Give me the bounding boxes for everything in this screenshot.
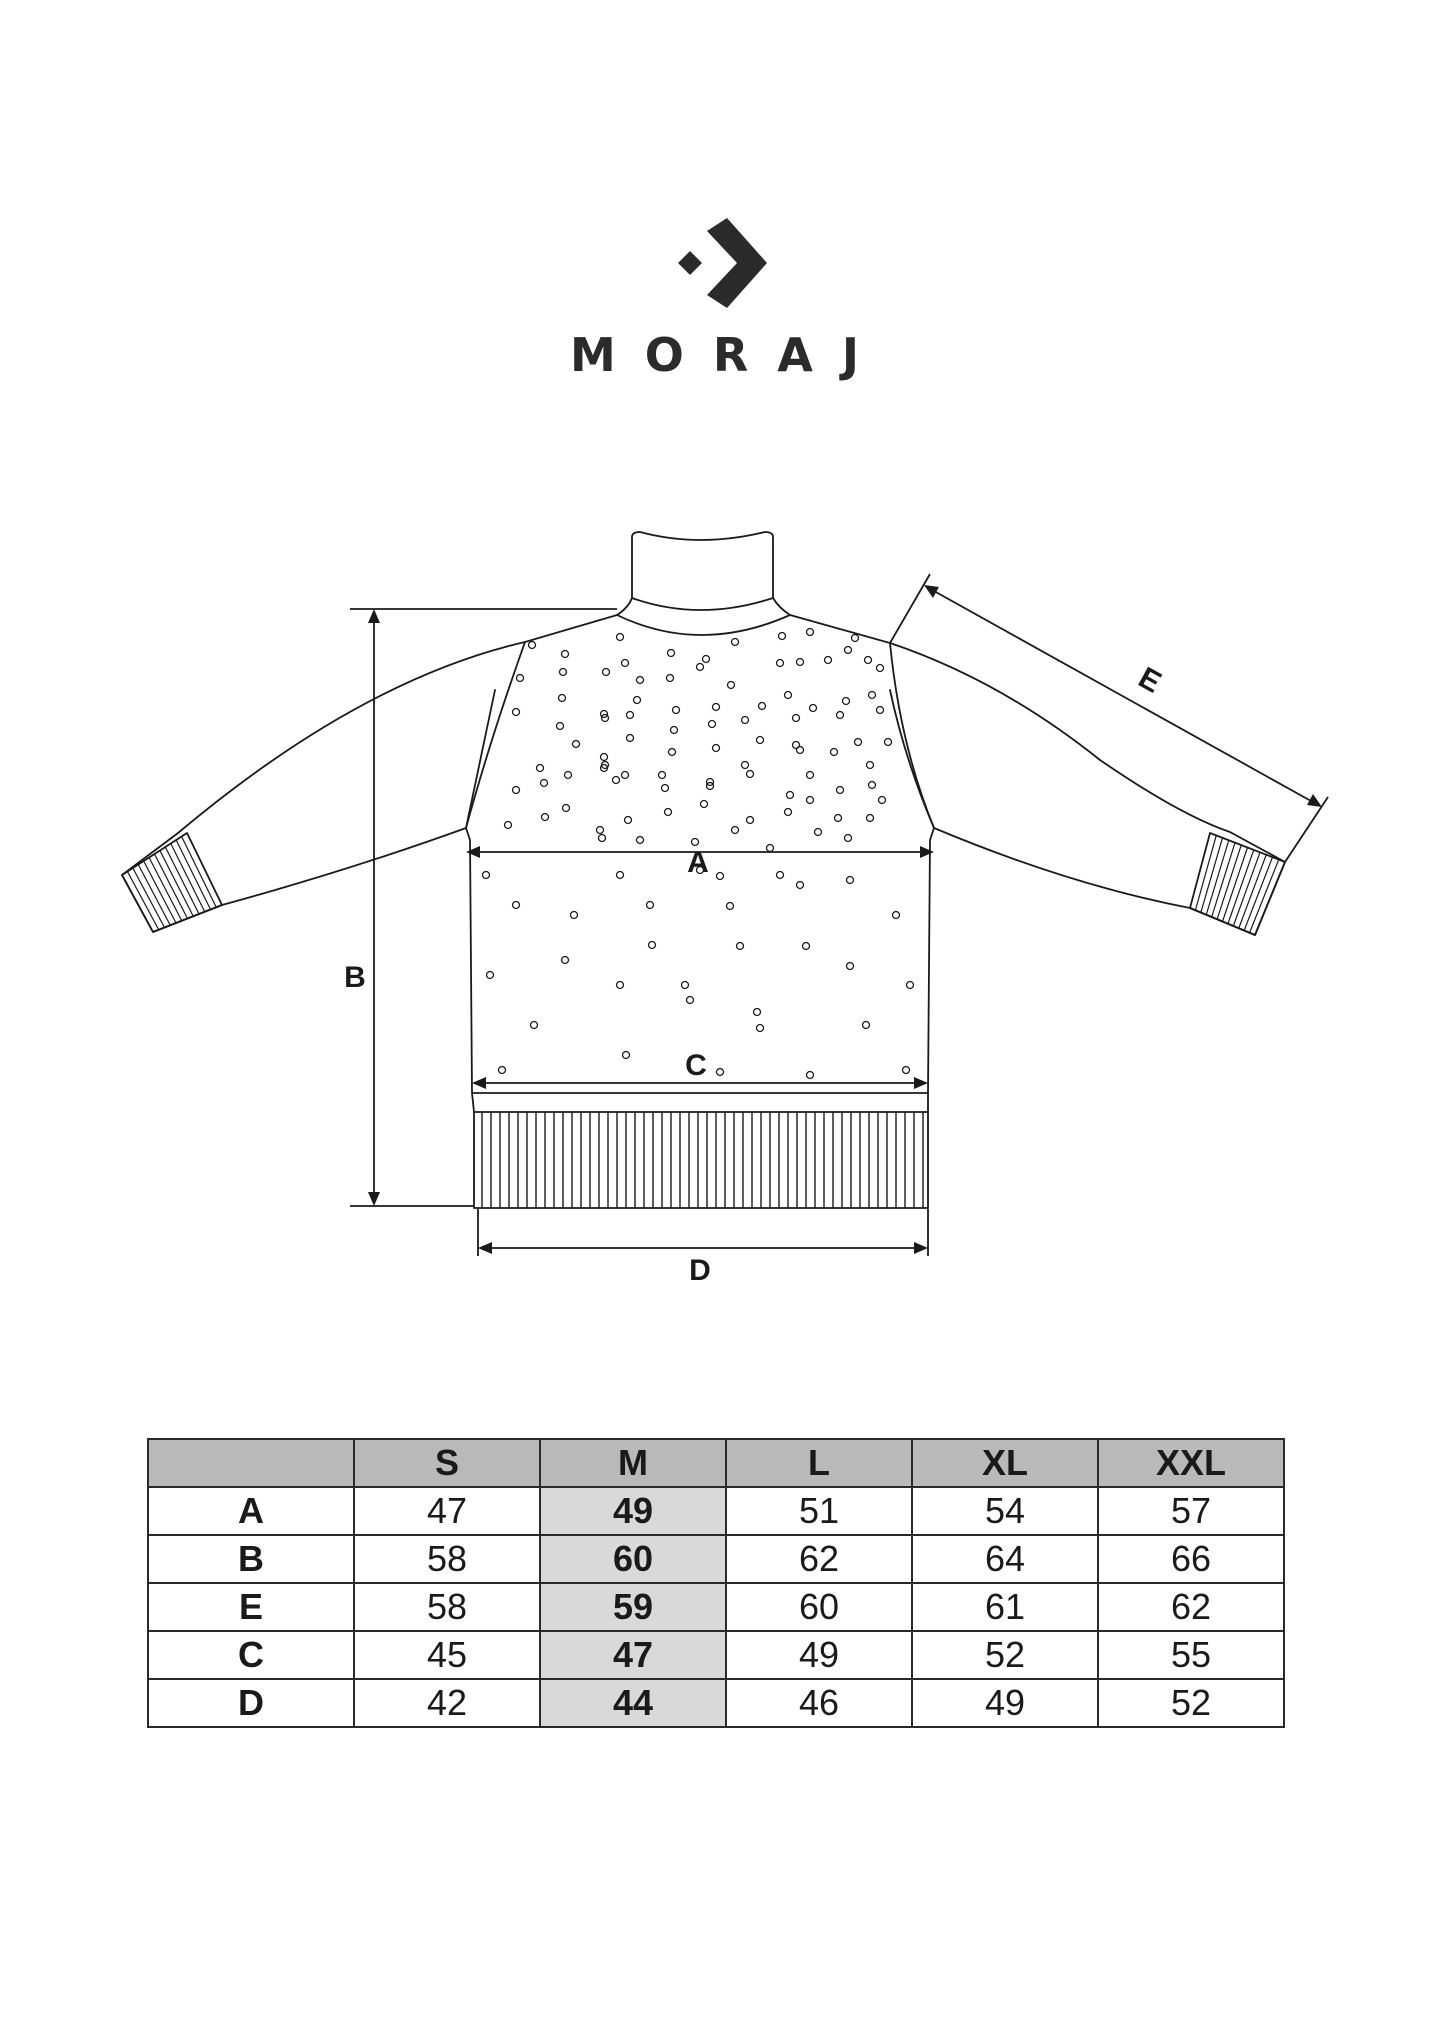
pattern-dot: [709, 721, 716, 728]
pattern-dot: [807, 1072, 814, 1079]
pattern-dot: [893, 912, 900, 919]
table-cell: 66: [1098, 1535, 1284, 1583]
cuff-rib-line: [176, 840, 210, 910]
table-cell: 64: [912, 1535, 1098, 1583]
table-row: [148, 1631, 1284, 1679]
pattern-dot: [597, 827, 604, 834]
pattern-dot: [542, 814, 549, 821]
pattern-dot: [785, 692, 792, 699]
pattern-dot: [867, 815, 874, 822]
pattern-dot: [867, 762, 874, 769]
cuff-rib-line: [1244, 857, 1272, 930]
table-cell: 62: [726, 1535, 912, 1583]
pattern-dot: [487, 972, 494, 979]
table-cell: 58: [354, 1535, 540, 1583]
pattern-dot: [777, 660, 784, 667]
pattern-dot: [785, 809, 792, 816]
pattern-dot: [831, 749, 838, 756]
pattern-dot: [847, 963, 854, 970]
pattern-dot: [807, 797, 814, 804]
pattern-dot: [668, 650, 675, 657]
pattern-dot: [682, 982, 689, 989]
table-cell: 62: [1098, 1583, 1284, 1631]
pattern-dot: [627, 712, 634, 719]
pattern-dot: [767, 845, 774, 852]
pattern-dot: [623, 1052, 630, 1059]
table-cell: 60: [726, 1583, 912, 1631]
pattern-dot: [835, 815, 842, 822]
left-cuff: [122, 833, 222, 932]
pattern-dot: [562, 957, 569, 964]
cuff-rib-line: [144, 861, 176, 923]
pattern-dot: [742, 762, 749, 769]
row-label: E: [148, 1583, 354, 1631]
pattern-dot: [541, 780, 548, 787]
pattern-dot: [837, 787, 844, 794]
pattern-dot: [499, 1067, 506, 1074]
pattern-dot: [757, 1025, 764, 1032]
label-a: A: [687, 846, 709, 879]
cuff-rib-line: [1228, 850, 1254, 924]
cuff-rib-line: [155, 854, 188, 919]
pattern-dot: [559, 695, 566, 702]
cuff-rib-line: [1233, 852, 1260, 926]
pattern-dot: [845, 647, 852, 654]
chest-seam: [466, 690, 495, 828]
table-row: [148, 1535, 1284, 1583]
pattern-dot: [737, 943, 744, 950]
pattern-dot: [505, 822, 512, 829]
pattern-dot: [665, 809, 672, 816]
pattern-dot: [863, 1022, 870, 1029]
pattern-dot: [649, 942, 656, 949]
pattern-dot: [779, 633, 786, 640]
pattern-dot: [793, 715, 800, 722]
pattern-dot: [877, 665, 884, 672]
pattern-dot: [807, 772, 814, 779]
header-size-l: L: [726, 1439, 912, 1487]
pattern-dot: [903, 1067, 910, 1074]
table-cell: 46: [726, 1679, 912, 1727]
pattern-dot: [807, 629, 814, 636]
pattern-dot: [562, 651, 569, 658]
pattern-dot: [634, 697, 641, 704]
row-label: A: [148, 1487, 354, 1535]
row-label: B: [148, 1535, 354, 1583]
table-cell: 45: [354, 1631, 540, 1679]
header-size-xxl: XXL: [1098, 1439, 1284, 1487]
table-cell: 57: [1098, 1487, 1284, 1535]
table-cell: 54: [912, 1487, 1098, 1535]
pattern-dot: [513, 709, 520, 716]
cuff-rib-line: [1206, 840, 1229, 915]
pattern-dot: [673, 707, 680, 714]
table-cell: 52: [912, 1631, 1098, 1679]
table-row: [148, 1487, 1284, 1535]
pattern-dot: [837, 712, 844, 719]
collar-seam: [632, 598, 773, 610]
table-cell: 47: [354, 1487, 540, 1535]
cuff-rib-line: [165, 847, 199, 914]
pattern-dot: [759, 703, 766, 710]
label-e: E: [1133, 661, 1167, 700]
pattern-dot: [647, 902, 654, 909]
table-cell-highlight: 49: [540, 1487, 726, 1535]
cuff-rib-line: [138, 865, 170, 926]
pattern-dot: [671, 727, 678, 734]
pattern-dot: [907, 982, 914, 989]
pattern-dot: [879, 797, 886, 804]
pattern-dot: [617, 982, 624, 989]
cuff-rib-line: [160, 851, 193, 917]
pattern-dot: [717, 1069, 724, 1076]
table-header-row: [148, 1439, 1284, 1487]
pattern-dot: [777, 872, 784, 879]
pattern-dot: [659, 772, 666, 779]
collar: [617, 532, 790, 635]
pattern-dot: [787, 792, 794, 799]
table-cell: 58: [354, 1583, 540, 1631]
pattern-dot: [728, 682, 735, 689]
pattern-dot: [669, 749, 676, 756]
pattern-dot: [692, 839, 699, 846]
chest-seam-right: [890, 690, 934, 828]
pattern-dot: [869, 692, 876, 699]
table-cell: 51: [726, 1487, 912, 1535]
label-d: D: [689, 1254, 711, 1287]
pattern-dot: [727, 903, 734, 910]
pattern-dot: [613, 777, 620, 784]
pattern-dot: [732, 827, 739, 834]
table-row: [148, 1679, 1284, 1727]
pattern-dot: [513, 902, 520, 909]
pattern-dot: [803, 943, 810, 950]
pattern-dot: [717, 873, 724, 880]
pattern-dot: [747, 771, 754, 778]
table-cell-highlight: 59: [540, 1583, 726, 1631]
cuff-rib-line: [171, 844, 205, 912]
pattern-dot: [825, 657, 832, 664]
pattern-dot: [517, 675, 524, 682]
pattern-dot: [601, 754, 608, 761]
pattern-dot: [852, 635, 859, 642]
cuff-rib-line: [149, 858, 182, 921]
pattern-dot: [529, 642, 536, 649]
pattern-dot: [637, 677, 644, 684]
pattern-dot: [754, 1009, 761, 1016]
pattern-dot: [713, 745, 720, 752]
table-cell: 55: [1098, 1631, 1284, 1679]
pattern-dot: [815, 829, 822, 836]
table-cell-highlight: 47: [540, 1631, 726, 1679]
pattern-dot: [697, 664, 704, 671]
pattern-dot: [571, 912, 578, 919]
header-size-m: M: [540, 1439, 726, 1487]
table-row: [148, 1583, 1284, 1631]
pattern-dot: [713, 704, 720, 711]
pattern-dot: [599, 835, 606, 842]
pattern-dot: [701, 801, 708, 808]
pattern-dot: [667, 675, 674, 682]
cuff-rib-line: [1217, 845, 1241, 919]
cuff-rib-line: [1212, 843, 1235, 917]
pattern-dot: [565, 772, 572, 779]
table-cell: 52: [1098, 1679, 1284, 1727]
pattern-dot: [757, 737, 764, 744]
pattern-dot: [732, 639, 739, 646]
pattern-dot: [797, 747, 804, 754]
header-corner: [148, 1439, 354, 1487]
pattern-dot: [563, 805, 570, 812]
pattern-dot: [797, 659, 804, 666]
pattern-dot: [865, 657, 872, 664]
table-cell: 49: [726, 1631, 912, 1679]
size-table: [147, 1438, 1285, 1728]
pattern-dot: [483, 872, 490, 879]
pattern-dot: [662, 785, 669, 792]
cuff-rib-line: [182, 837, 217, 908]
table-cell-highlight: 60: [540, 1535, 726, 1583]
row-label: D: [148, 1679, 354, 1727]
table-cell-highlight: 44: [540, 1679, 726, 1727]
pattern-dot: [843, 698, 850, 705]
pattern-dot: [622, 772, 629, 779]
pattern-dot: [687, 997, 694, 1004]
pattern-dot: [797, 882, 804, 889]
pattern-dot: [742, 717, 749, 724]
pattern-dot: [603, 669, 610, 676]
brand-name: MORAJ: [569, 328, 889, 382]
pattern-dot: [869, 782, 876, 789]
pattern-dot: [557, 723, 564, 730]
pattern-dot: [810, 705, 817, 712]
pattern-dot: [537, 765, 544, 772]
table-cell: 42: [354, 1679, 540, 1727]
pattern-dot: [625, 817, 632, 824]
pattern-dot: [573, 741, 580, 748]
row-label: C: [148, 1631, 354, 1679]
label-c: C: [685, 1049, 707, 1082]
pattern-dot: [855, 739, 862, 746]
pattern-dot: [885, 739, 892, 746]
pattern-dot: [617, 872, 624, 879]
pattern-dot: [560, 669, 567, 676]
cuff-rib-line: [1223, 848, 1248, 922]
right-cuff: [1190, 833, 1285, 935]
pattern-dot: [703, 656, 710, 663]
pattern-dot: [847, 877, 854, 884]
pattern-dot: [513, 787, 520, 794]
cuff-rib-line: [1201, 838, 1223, 913]
pattern-dot: [877, 707, 884, 714]
pattern-dot: [845, 835, 852, 842]
label-b: B: [344, 961, 366, 994]
table-cell: 49: [912, 1679, 1098, 1727]
header-size-xl: XL: [912, 1439, 1098, 1487]
left-sleeve: [122, 642, 525, 932]
pattern-dot: [747, 817, 754, 824]
pattern-dot: [627, 735, 634, 742]
header-size-s: S: [354, 1439, 540, 1487]
pattern-dot: [617, 634, 624, 641]
table-cell: 61: [912, 1583, 1098, 1631]
pattern-dot: [637, 837, 644, 844]
pattern-dot: [622, 660, 629, 667]
pattern-dot: [531, 1022, 538, 1029]
